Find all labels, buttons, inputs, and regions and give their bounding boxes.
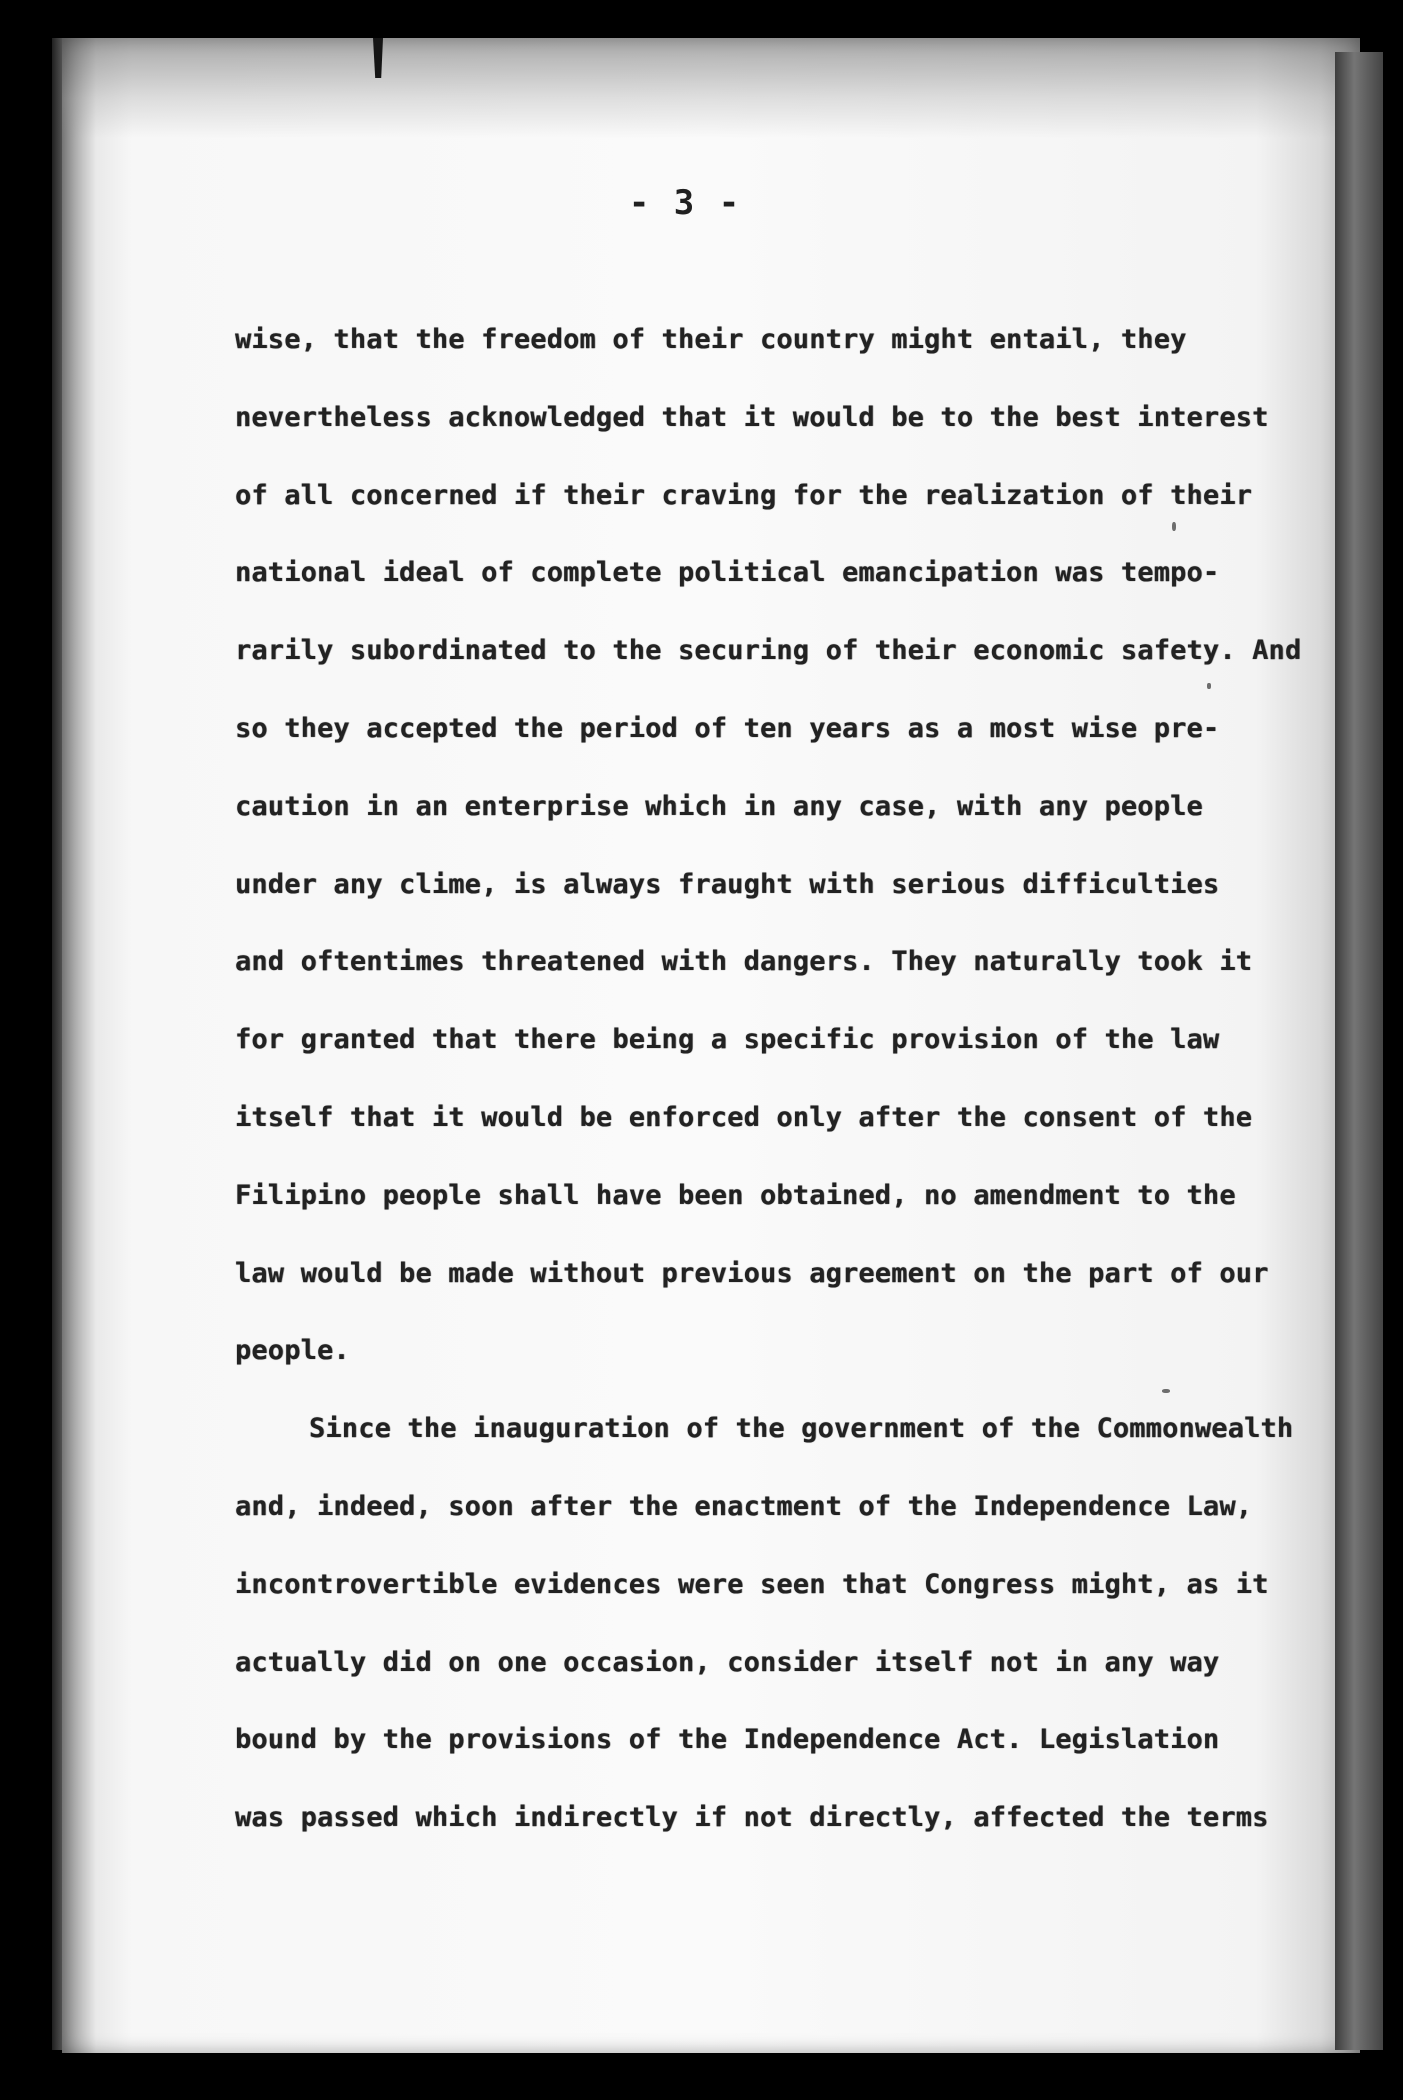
typed-text-block xyxy=(235,301,1302,1857)
text-line: of all concerned if their craving for the realization of their xyxy=(235,479,1253,511)
text-line: under any clime, is always fraught with serious difficulties xyxy=(235,868,1220,900)
text-line: and, indeed, soon after the enactment of the Independence Law, xyxy=(235,1490,1253,1522)
text-line: actually did on one occasion, consider itself not in any way xyxy=(235,1646,1220,1678)
text-line: was passed which indirectly if not directly, affected the terms xyxy=(235,1802,1269,1834)
text-line: nevertheless acknowledged that it would be to the best interest xyxy=(235,401,1269,433)
text-line: bound by the provisions of the Independence Act. Legislation xyxy=(235,1724,1220,1756)
text-line: incontrovertible evidences were seen that Congress might, as it xyxy=(235,1568,1269,1600)
text-line: and oftentimes threatened with dangers. They naturally took it xyxy=(235,946,1253,978)
text-line: national ideal of complete political emancipation was tempo- xyxy=(235,557,1220,589)
text-line: for granted that there being a specific provision of the law xyxy=(235,1024,1220,1056)
text-line: so they accepted the period of ten years as a most wise pre- xyxy=(235,712,1220,744)
paper-top-shadow xyxy=(62,38,1360,138)
text-line: Since the inauguration of the government of the Commonwealth xyxy=(309,1413,1294,1445)
text-line: wise, that the freedom of their country might entail, they xyxy=(235,324,1187,355)
right-paper-edge xyxy=(1335,52,1383,2050)
text-line: itself that it would be enforced only after the consent of the xyxy=(235,1101,1253,1133)
text-line: Filipino people shall have been obtained, no amendment to the xyxy=(235,1179,1236,1211)
ink-speck xyxy=(1207,683,1211,689)
ink-speck xyxy=(1162,1389,1170,1393)
ink-speck xyxy=(1172,522,1176,531)
page-number: - 3 - xyxy=(628,183,742,223)
text-line: people. xyxy=(235,1335,350,1367)
text-line: caution in an enterprise which in any case, with any people xyxy=(235,790,1203,822)
text-line: law would be made without previous agreement on the part of our xyxy=(235,1257,1269,1289)
text-line: rarily subordinated to the securing of their economic safety. And xyxy=(235,635,1302,667)
